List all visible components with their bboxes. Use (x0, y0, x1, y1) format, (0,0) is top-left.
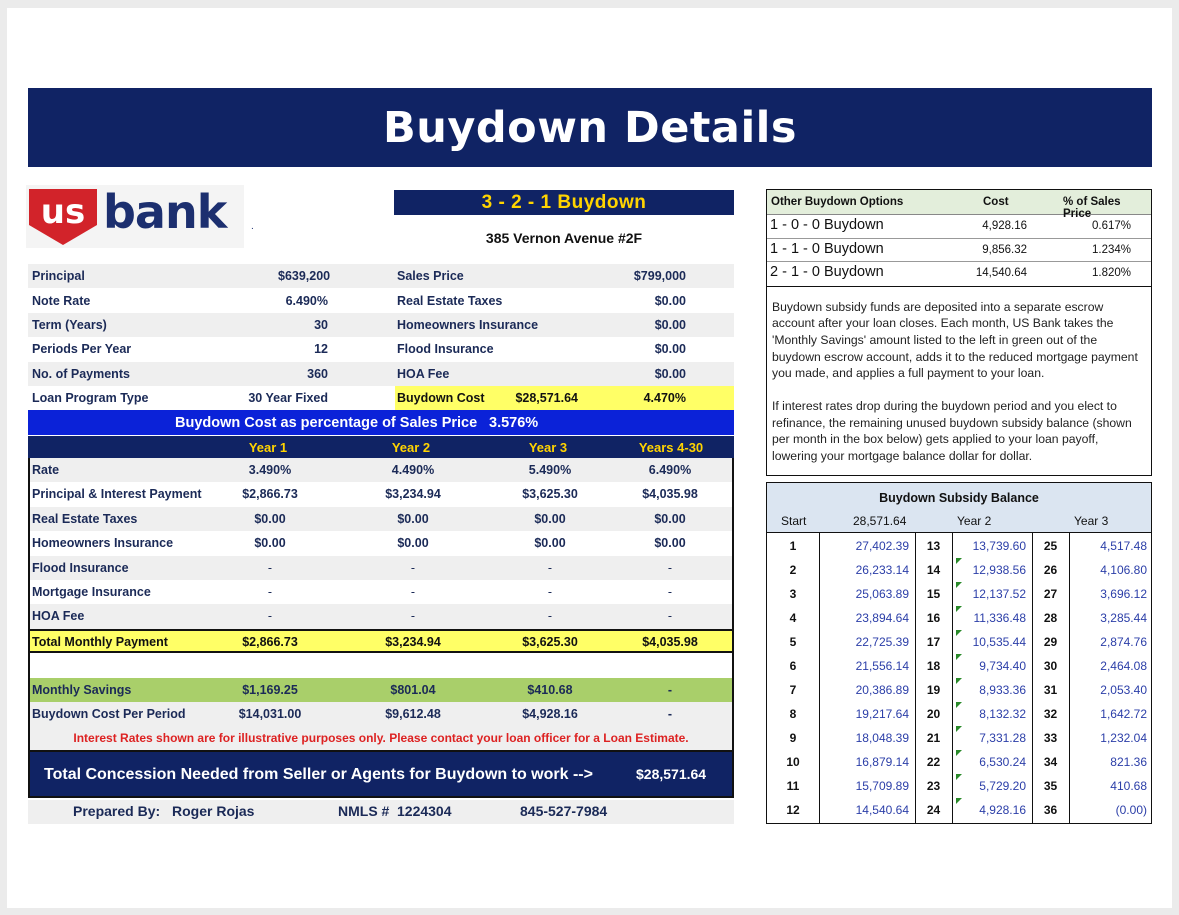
row-label: Total Monthly Payment (32, 634, 168, 649)
row-label: Monthly Savings (32, 682, 132, 697)
row-label: Principal & Interest Payment (32, 487, 202, 502)
balance-value: 14,540.64 (855, 803, 909, 817)
year3-label: Year 3 (1074, 514, 1109, 528)
cell: $2,866.73 (242, 487, 298, 502)
cell: - (667, 706, 673, 721)
option-name: 1 - 1 - 0 Buydown (770, 240, 884, 257)
table-row (30, 556, 732, 580)
option-row (767, 215, 1151, 239)
balance-value: 13,739.60 (972, 539, 1026, 553)
loan-info-value: 30 Year Fixed (248, 391, 328, 406)
period-number: 5 (789, 635, 797, 649)
period-number: 36 (1043, 803, 1058, 817)
page-title: Buydown Details (28, 88, 1152, 167)
loan-info-value: 30 (314, 317, 328, 332)
cell: $4,035.98 (642, 487, 698, 502)
cell: - (267, 609, 273, 624)
balance-row (767, 749, 1151, 773)
balance-row (767, 701, 1151, 725)
loan-info-label2: Real Estate Taxes (397, 293, 503, 308)
balance-value: 4,928.16 (979, 803, 1026, 817)
cell-comment-marker (956, 678, 962, 684)
period-number: 15 (926, 587, 941, 601)
cell: - (667, 609, 673, 624)
period-number: 23 (926, 779, 941, 793)
row-label: Buydown Cost Per Period (32, 706, 186, 721)
balance-value: 21,556.14 (855, 659, 909, 673)
option-cost: 4,928.16 (982, 220, 1027, 232)
total-monthly-payment-row (30, 629, 732, 653)
disclaimer-row (30, 726, 732, 750)
prepared-label: Prepared By: (73, 803, 161, 819)
cell-comment-marker (956, 750, 962, 756)
balance-row (767, 605, 1151, 629)
balance-body (767, 533, 1151, 823)
cell: 4.490% (391, 463, 435, 477)
cell: - (667, 584, 673, 599)
option-cost: 9,856.32 (982, 243, 1027, 256)
logo-dot: . (251, 221, 254, 232)
loan-info-table (28, 264, 734, 410)
loan-info-value2: $0.00 (654, 317, 686, 332)
row-label: Flood Insurance (32, 560, 129, 575)
loan-info-label2: HOA Fee (397, 366, 450, 381)
balance-row (767, 533, 1151, 557)
loan-info-row (28, 337, 734, 361)
cell: - (267, 584, 273, 599)
cell: - (547, 609, 553, 624)
cell: - (267, 560, 273, 575)
loan-info-label: Term (Years) (32, 317, 107, 332)
balance-value: 12,938.56 (972, 563, 1026, 577)
cell: $410.68 (527, 682, 573, 697)
property-address: 385 Vernon Avenue #2F (485, 230, 643, 246)
loan-info-value2: $0.00 (654, 342, 686, 357)
period-number: 11 (786, 779, 800, 793)
disclaimer-text: Interest Rates shown are for illustrative purposes only. Please contact your loan officer for a Loan Estimate. (73, 731, 689, 746)
period-number: 32 (1043, 707, 1058, 721)
period-number: 33 (1043, 731, 1058, 745)
balance-value: 3,285.44 (1100, 611, 1147, 625)
balance-value: 2,464.08 (1100, 659, 1147, 673)
balance-value: 2,874.76 (1100, 635, 1147, 649)
balance-value: 1,642.72 (1100, 707, 1147, 721)
balance-row (767, 557, 1151, 581)
period-number: 27 (1043, 587, 1058, 601)
cell: 5.490% (528, 463, 572, 477)
period-number: 16 (926, 611, 941, 625)
balance-header (767, 483, 1151, 533)
period-number: 20 (926, 707, 941, 721)
year2-label: Year 2 (957, 514, 992, 528)
options-header: Other Buydown Options (771, 196, 904, 208)
balance-value: 2,053.40 (1100, 683, 1147, 697)
loan-info-label: No. of Payments (32, 366, 130, 381)
period-number: 25 (1043, 539, 1058, 553)
period-number: 7 (789, 683, 797, 697)
loan-info-row (28, 288, 734, 312)
cell: $0.00 (397, 511, 429, 526)
period-number: 22 (926, 755, 941, 769)
total-concession-bar (28, 750, 734, 798)
period-number: 3 (789, 587, 797, 601)
balance-value: 10,535.44 (972, 635, 1026, 649)
balance-value: 821.36 (1110, 755, 1147, 769)
balance-row (767, 581, 1151, 605)
us-bank-logo (26, 185, 254, 248)
cell: $801.04 (390, 682, 436, 697)
period-number: 14 (926, 563, 941, 577)
period-number: 2 (789, 563, 797, 577)
option-cost: 14,540.64 (975, 267, 1027, 279)
buydown-cost-percent: 4.470% (643, 391, 686, 406)
row-label: HOA Fee (32, 609, 85, 624)
balance-value: (0.00) (1115, 803, 1147, 817)
period-number: 12 (786, 803, 800, 817)
balance-value: 410.68 (1110, 779, 1147, 793)
loan-info-value: 6.490% (285, 293, 328, 308)
period-number: 17 (926, 635, 941, 649)
cell: $3,625.30 (522, 487, 578, 502)
loan-info-row (28, 264, 734, 288)
period-number: 26 (1043, 563, 1058, 577)
loan-info-row (28, 362, 734, 386)
explanation-paragraph: If interest rates drop during the buydown period and you elect to refinance, the remaining unused buydown subsidy balance (shown per month in the box below) gets applied to your loan payoff, lowering your mortgage balance dollar for dollar. (772, 399, 1132, 464)
balance-value: 20,386.89 (855, 683, 909, 697)
loan-info-value2: $799,000 (633, 269, 686, 284)
period-number: 19 (926, 683, 941, 697)
balance-value: 18,048.39 (855, 731, 909, 745)
cell: - (410, 584, 416, 599)
period-number: 6 (789, 659, 797, 673)
option-name: 1 - 0 - 0 Buydown (770, 217, 884, 233)
cell-comment-marker (956, 774, 962, 780)
cell: $4,035.98 (642, 634, 698, 649)
cell: $14,031.00 (238, 706, 302, 721)
cell: - (547, 560, 553, 575)
concession-value: $28,571.64 (636, 766, 707, 782)
loan-info-value: 360 (307, 366, 328, 381)
cell: $4,928.16 (522, 706, 578, 721)
period-number: 28 (1043, 611, 1058, 625)
cell: $3,625.30 (522, 634, 578, 649)
loan-info-value2: $0.00 (654, 366, 686, 381)
start-label: Start (781, 514, 807, 528)
balance-row (767, 629, 1151, 653)
balance-value: 4,106.80 (1100, 563, 1147, 577)
balance-value: 6,530.24 (979, 755, 1026, 769)
period-number: 1 (789, 539, 797, 553)
period-number: 35 (1043, 779, 1058, 793)
cell: - (667, 560, 673, 575)
option-percent: 1.234% (1091, 243, 1131, 256)
period-number: 9 (789, 731, 797, 745)
buydown-percentage-bar (28, 410, 734, 435)
balance-row (767, 677, 1151, 701)
cell: - (667, 682, 673, 697)
balance-row (767, 653, 1151, 677)
row-label: Mortgage Insurance (32, 584, 151, 599)
cell-comment-marker (956, 726, 962, 732)
nmls-number: 1224304 (397, 803, 452, 819)
cell: $0.00 (254, 511, 286, 526)
balance-value: 9,734.40 (979, 659, 1026, 673)
period-number: 31 (1043, 683, 1058, 697)
phone-number: 845-527-7984 (520, 803, 608, 819)
spacer-row (30, 653, 732, 677)
start-value: 28,571.64 (853, 514, 907, 528)
option-row (767, 262, 1151, 286)
cell: $0.00 (254, 536, 286, 551)
buydown-type-title: 3 - 2 - 1 Buydown (394, 190, 734, 215)
option-percent: 0.617% (1091, 220, 1131, 232)
cell: $9,612.48 (385, 706, 441, 721)
cell: $0.00 (654, 511, 686, 526)
option-row (767, 239, 1151, 263)
row-label: Homeowners Insurance (32, 536, 174, 551)
balance-value: 25,063.89 (855, 587, 909, 601)
balance-row (767, 725, 1151, 749)
table-row (30, 507, 732, 531)
explanation-paragraph: Buydown subsidy funds are deposited into a separate escrow account after your loan closes. Each month, US Bank takes the 'Monthly Savings' amount listed to the left in green out of the buydown escrow account, adds it to the reduced mortgage payment you made, and applies a full payment to your loan. (772, 299, 1138, 381)
balance-value: 1,232.04 (1100, 731, 1147, 745)
cell: 3.490% (248, 463, 292, 477)
cell-comment-marker (956, 582, 962, 588)
row-label: Rate (32, 463, 60, 477)
buydown-cost-label: Buydown Cost (397, 391, 485, 406)
cell: - (410, 560, 416, 575)
buydown-cost-per-period-row (30, 702, 732, 726)
cell: $1,169.25 (242, 682, 298, 697)
monthly-savings-row (30, 678, 732, 702)
concession-label: Total Concession Needed from Seller or Agents for Buydown to work --> (44, 766, 593, 783)
cell-comment-marker (956, 630, 962, 636)
year-header: Years 4-30 (638, 440, 704, 455)
balance-title: Buydown Subsidy Balance (879, 491, 1039, 505)
loan-info-label: Loan Program Type (32, 391, 149, 406)
balance-value: 22,725.39 (855, 635, 909, 649)
period-number: 8 (789, 707, 797, 721)
loan-info-row (28, 313, 734, 337)
loan-info-label2: Sales Price (397, 269, 464, 284)
balance-value: 15,709.89 (855, 779, 909, 793)
balance-row (767, 797, 1151, 821)
buydown-subsidy-balance-table (766, 482, 1152, 824)
balance-row (767, 773, 1151, 797)
buydown-percentage-value: 3.576% (489, 414, 539, 431)
loan-info-row (28, 386, 734, 410)
cell: $0.00 (534, 511, 566, 526)
loan-info-label: Periods Per Year (32, 342, 132, 357)
period-number: 18 (926, 659, 941, 673)
cell: - (410, 609, 416, 624)
balance-value: 27,402.39 (855, 539, 909, 553)
cell-comment-marker (956, 654, 962, 660)
cell: $3,234.94 (385, 487, 441, 502)
cell: $0.00 (654, 536, 686, 551)
period-number: 4 (789, 611, 797, 625)
cell: $0.00 (397, 536, 429, 551)
balance-value: 3,696.12 (1100, 587, 1147, 601)
other-buydown-options-panel (766, 189, 1152, 476)
loan-info-label: Principal (32, 269, 85, 284)
cell: $2,866.73 (242, 634, 298, 649)
option-name: 2 - 1 - 0 Buydown (770, 264, 884, 280)
row-label: Real Estate Taxes (32, 511, 138, 526)
cell: $3,234.94 (385, 634, 441, 649)
year-header-row (28, 436, 734, 458)
balance-value: 19,217.64 (855, 707, 909, 721)
cell: 6.490% (648, 463, 692, 477)
payment-table (28, 458, 734, 751)
year-header: Year 2 (391, 440, 431, 455)
prepared-by-footer (28, 800, 734, 824)
cell-comment-marker (956, 798, 962, 804)
balance-value: 23,894.64 (855, 611, 909, 625)
period-number: 13 (926, 539, 941, 553)
loan-info-value: $639,200 (278, 269, 331, 284)
table-row (30, 531, 732, 555)
balance-value: 16,879.14 (855, 755, 909, 769)
cell-comment-marker (956, 702, 962, 708)
options-header: Cost (983, 196, 1009, 208)
logo-us-text: us (40, 192, 86, 232)
period-number: 34 (1043, 755, 1058, 769)
options-header-row (767, 190, 1151, 220)
balance-value: 7,331.28 (979, 731, 1026, 745)
table-row (30, 604, 732, 628)
balance-value: 8,933.36 (979, 683, 1026, 697)
loan-info-label: Note Rate (32, 293, 91, 308)
period-number: 30 (1043, 659, 1058, 673)
options-header: % of Sales Price (1063, 196, 1121, 220)
cell-comment-marker (956, 558, 962, 564)
period-number: 29 (1043, 635, 1058, 649)
explanation-text (767, 286, 1151, 475)
balance-value: 8,132.32 (979, 707, 1026, 721)
logo-bank-text: bank (103, 185, 227, 239)
option-percent: 1.820% (1091, 267, 1131, 279)
table-row (30, 458, 732, 482)
nmls-label: NMLS # (338, 803, 390, 819)
table-row (30, 482, 732, 506)
loan-info-label2: Homeowners Insurance (397, 317, 539, 332)
loan-officer-name: Roger Rojas (172, 803, 255, 819)
cell: $0.00 (534, 536, 566, 551)
year-header: Year 1 (248, 440, 288, 455)
buydown-percentage-label: Buydown Cost as percentage of Sales Price (175, 414, 478, 431)
balance-value: 5,729.20 (979, 779, 1026, 793)
cell-comment-marker (956, 606, 962, 612)
period-number: 21 (926, 731, 941, 745)
buydown-cost-value: $28,571.64 (515, 391, 578, 406)
loan-info-value: 12 (314, 342, 328, 357)
period-number: 10 (786, 755, 800, 769)
balance-value: 26,233.14 (855, 563, 909, 577)
loan-info-value2: $0.00 (654, 293, 686, 308)
balance-value: 11,336.48 (973, 611, 1026, 625)
loan-info-label2: Flood Insurance (397, 342, 494, 357)
cell: - (547, 584, 553, 599)
year-header: Year 3 (528, 440, 568, 455)
period-number: 24 (926, 803, 941, 817)
balance-value: 12,137.52 (972, 587, 1026, 601)
balance-value: 4,517.48 (1100, 539, 1147, 553)
table-row (30, 580, 732, 604)
shield-logo-icon (29, 189, 97, 245)
